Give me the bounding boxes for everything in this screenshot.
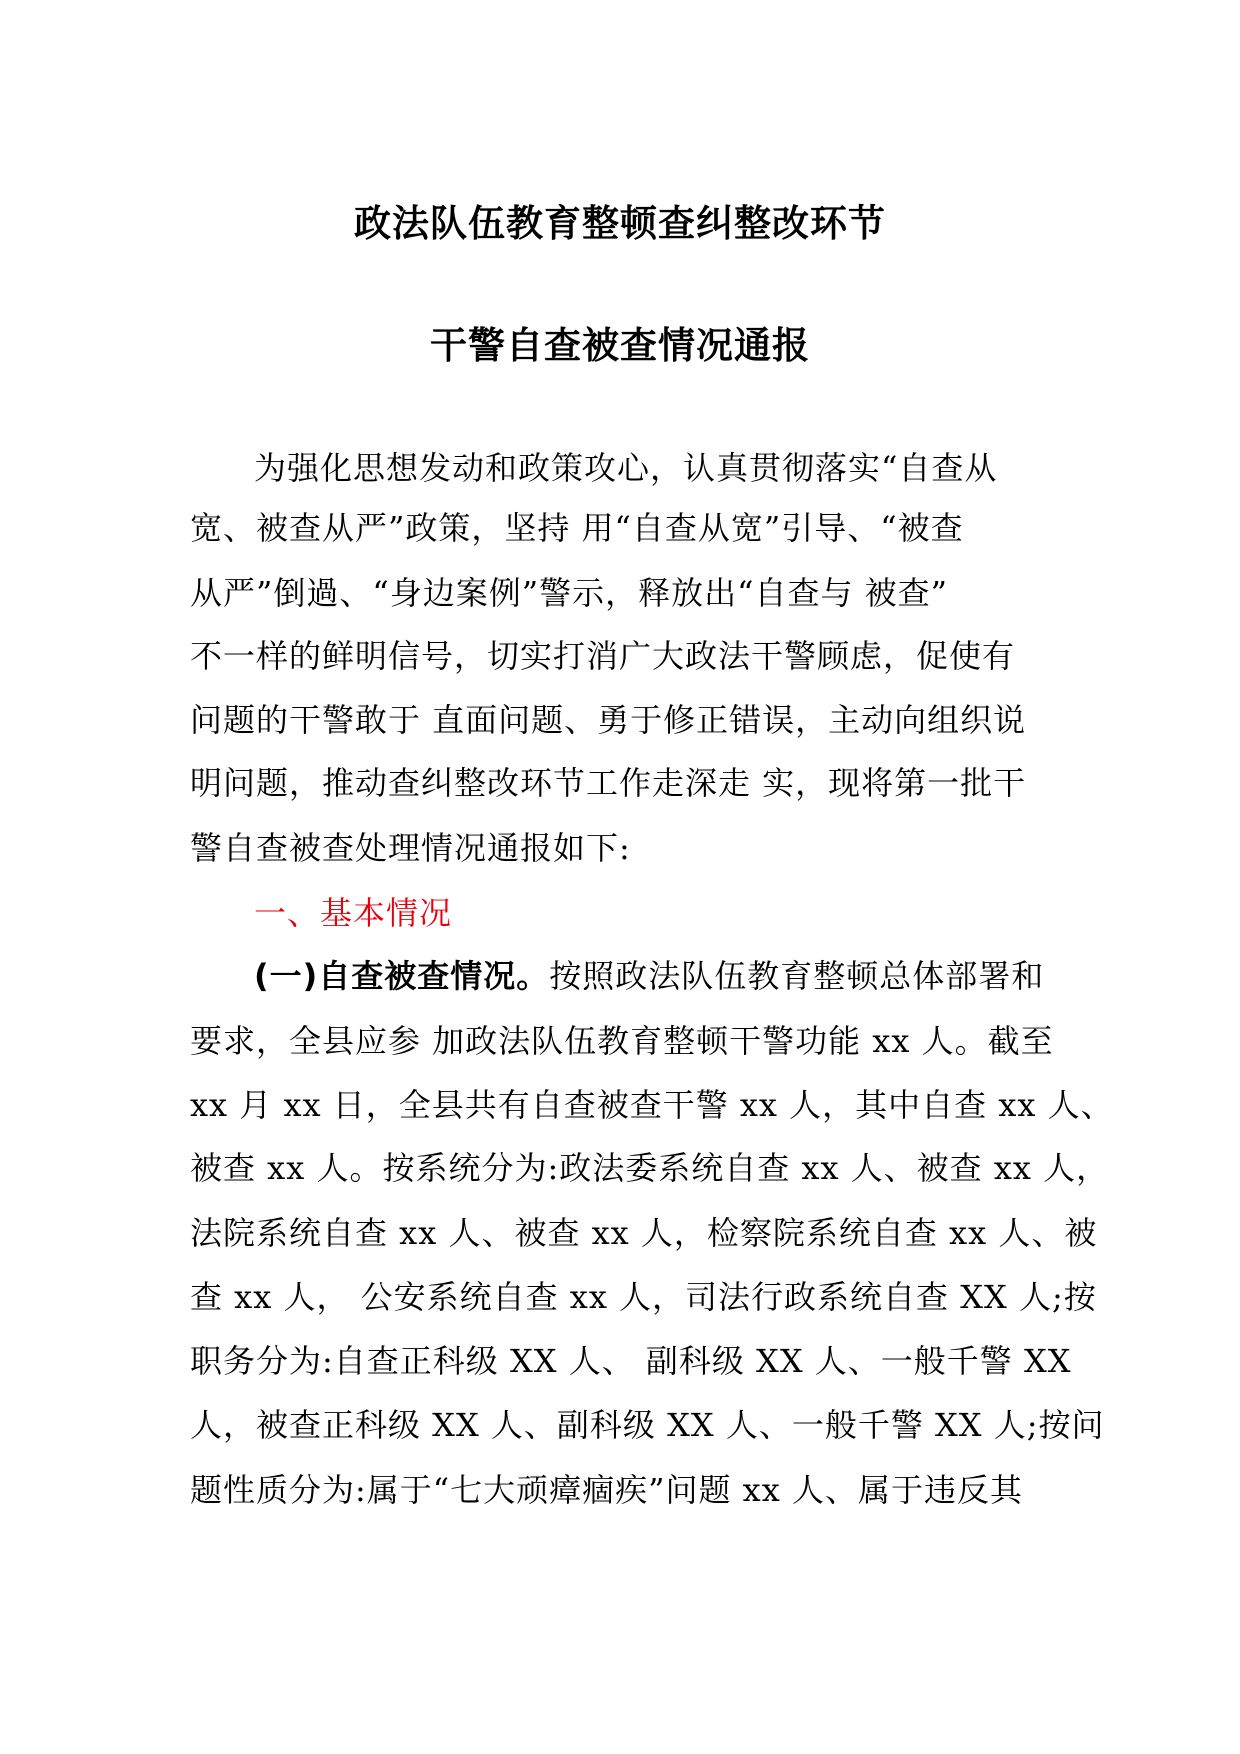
intro-paragraph-line: 为强化思想发动和政策攻心，认真贯彻落实“自查从 bbox=[254, 449, 998, 487]
section-heading-basic-situation: 一、基本情况 bbox=[254, 894, 453, 932]
subsection-1-first-line bbox=[254, 956, 1044, 996]
intro-paragraph-line: 问题的干警敢于 直面问题、勇于修正错误，主动向组织说 bbox=[190, 701, 1027, 739]
subsection-1-line: 职务分为:自查正科级 XX 人、 副科级 XX 人、一般千警 XX bbox=[190, 1342, 1072, 1380]
subsection-1-line: 要求，全县应参 加政法队伍教育整顿干警功能 xx 人。截至 bbox=[190, 1022, 1054, 1060]
intro-paragraph-line: 从严”倒過、“身边案例”警示，释放出“自查与 被查” bbox=[190, 574, 948, 612]
subsection-1-line: xx 月 xx 日，全县共有自查被查干警 xx 人，其中自查 xx 人、 bbox=[190, 1086, 1114, 1124]
subsection-1-line: 法院系统自查 xx 人、被查 xx 人，检察院系统自查 xx 人、被 bbox=[190, 1214, 1098, 1252]
subsection-1-line: 人，被查正科级 XX 人、副科级 XX 人、一般千警 XX 人;按问 bbox=[190, 1406, 1105, 1444]
subsection-1-lead: (一)自查被查情况。 bbox=[254, 957, 550, 995]
intro-paragraph-line: 明问题，推动查纠整改环节工作走深走 实，现将第一批干 bbox=[190, 764, 1027, 802]
document-title-line-1: 政法队伍教育整顿查纠整改环节 bbox=[354, 202, 886, 245]
subsection-1-line: 题性质分为:属于“七大顽瘴痼疾”问题 xx 人、属于违反其 bbox=[190, 1471, 1023, 1509]
subsection-1-line: 被查 xx 人。按系统分为:政法委系统自查 xx 人、被查 xx 人， bbox=[190, 1149, 1110, 1187]
intro-paragraph-line: 不一样的鲜明信号，切实打消广大政法干警顾虑，促使有 bbox=[190, 637, 1016, 675]
document-title-line-2: 干警自查被查情况通报 bbox=[430, 324, 810, 367]
intro-paragraph-line: 宽、被查从严”政策，坚持 用“自查从宽”引导、“被查 bbox=[190, 509, 964, 547]
subsection-1-line: 查 xx 人， 公安系统自查 xx 人，司法行政系统自查 XX 人;按 bbox=[190, 1278, 1097, 1316]
intro-paragraph-line: 警自查被查处理情况通报如下: bbox=[190, 829, 631, 867]
subsection-1-first-line-text: 按照政法队伍教育整顿总体部署和 bbox=[549, 957, 1045, 995]
